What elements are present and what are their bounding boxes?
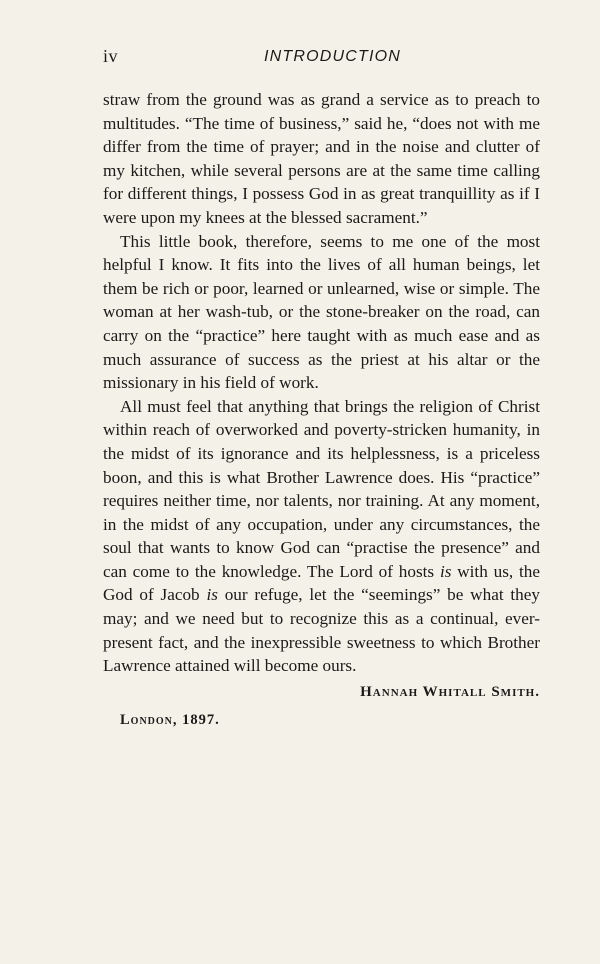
page-header [103, 46, 540, 74]
author-signature: Hannah Whitall Smith. [360, 683, 540, 700]
paragraph-3 [103, 395, 540, 678]
paragraph-3-emphasis-1: is [439, 561, 452, 581]
paragraph-3-part-b: with us, the God of Jacob [103, 561, 540, 605]
paragraph-2: This little book, therefore, seems to me one of the most helpful I know. It fits into the lives of all human beings, let them be rich or poor, learned or unlearned, wise or simple. The woman at her wash-tub, or the stone-breaker on the road, can carry on the “practice” here taught with as much ease and as much assurance of success as the priest at his altar or the missionary in his field of work. [103, 231, 540, 393]
running-head: INTRODUCTION [263, 48, 402, 65]
body-text [103, 88, 540, 732]
paragraph-3-emphasis-2: is [206, 585, 218, 605]
paragraph-3-part-a: All must feel that anything that brings the religion of Christ within reach of overworked and poverty-stricken humanity, in the midst of its ignorance and its helplessness, is a priceless boon, and this is what Brother Lawrence does. His “practice” requires neither time, nor talents, nor training. At any moment, in the midst of any occupation, under any circumstances, the soul that wants to know God can “practise the presence” and can come to the knowledge. The Lord of hosts [103, 396, 540, 581]
page-number: iv [103, 46, 119, 66]
paragraph-3-part-c: our refuge, let the “seemings” be what they may; and we need but to recognize this as a continual, ever-present fact, and the inexpressible sweetness to which Brother Lawrence attained will become ours. [103, 585, 540, 676]
paragraph-1: straw from the ground was as grand a service as to preach to multitudes. “The time of business,” said he, “does not with me differ from the time of prayer; and in the noise and clutter of my kitchen, while several persons are at the same time calling for different things, I possess God in as great tranquillity as if I were upon my knees at the blessed sacrament.” [103, 90, 540, 227]
dateline: London, 1897. [120, 711, 220, 728]
